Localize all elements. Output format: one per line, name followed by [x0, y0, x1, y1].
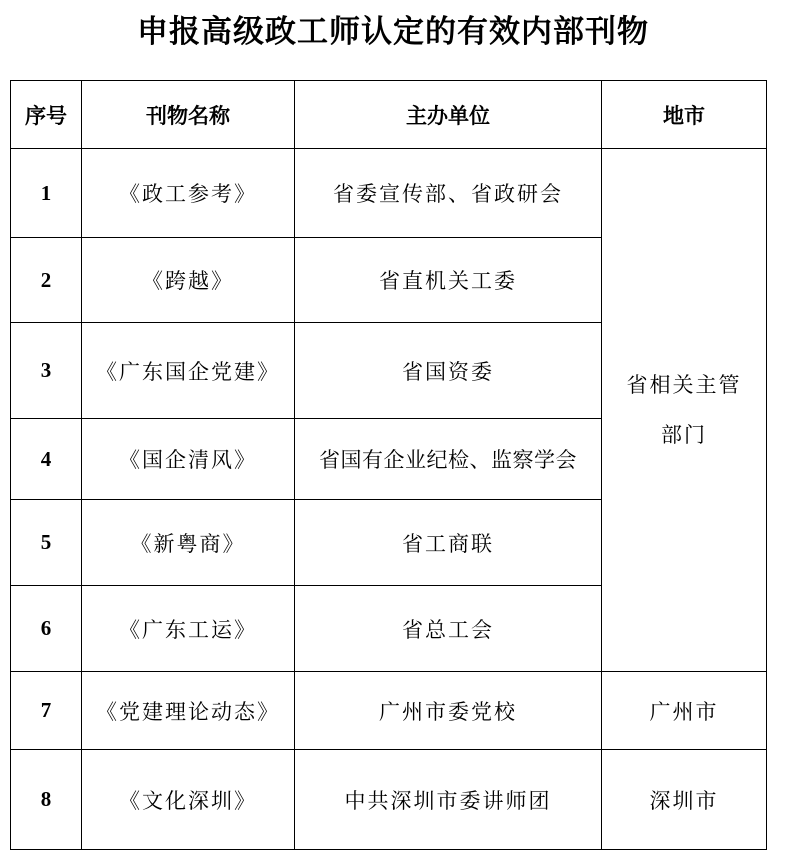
- page-title: 申报高级政工师认定的有效内部刊物: [137, 14, 649, 50]
- row-no: 3: [11, 323, 82, 419]
- city-shenzhen: 深圳市: [602, 750, 767, 850]
- city-guangzhou: 广州市: [602, 672, 767, 750]
- header-city: 地市: [602, 81, 767, 149]
- sponsor-name: 省总工会: [295, 586, 602, 672]
- sponsor-name: 广州市委党校: [295, 672, 602, 750]
- table-row: [11, 149, 767, 238]
- city-provincial-label: 省相关主管部门: [626, 373, 742, 447]
- table-row: [11, 672, 767, 750]
- journal-name: 《新粤商》: [82, 500, 295, 586]
- row-no: 2: [11, 238, 82, 323]
- row-no: 1: [11, 149, 82, 238]
- journal-name: 《广东工运》: [82, 586, 295, 672]
- journal-name: 《文化深圳》: [82, 750, 295, 850]
- journal-name: 《国企清风》: [82, 419, 295, 500]
- sponsor-name: 省国资委: [295, 323, 602, 419]
- journal-name: 《广东国企党建》: [82, 323, 295, 419]
- sponsor-name: 省委宣传部、省政研会: [295, 149, 602, 238]
- table-header-row: [11, 81, 767, 149]
- sponsor-name: 省工商联: [295, 500, 602, 586]
- row-no: 5: [11, 500, 82, 586]
- journal-table: [10, 80, 767, 850]
- journal-name: 《跨越》: [82, 238, 295, 323]
- row-no: 8: [11, 750, 82, 850]
- city-provincial: [602, 149, 767, 672]
- sponsor-name: 省国有企业纪检、监察学会: [295, 419, 602, 500]
- row-no: 4: [11, 419, 82, 500]
- header-sponsor: 主办单位: [295, 81, 602, 149]
- journal-name: 《党建理论动态》: [82, 672, 295, 750]
- header-no: 序号: [11, 81, 82, 149]
- sponsor-name: 中共深圳市委讲师团: [295, 750, 602, 850]
- journal-name: 《政工参考》: [82, 149, 295, 238]
- sponsor-name: 省直机关工委: [295, 238, 602, 323]
- row-no: 7: [11, 672, 82, 750]
- header-name: 刊物名称: [82, 81, 295, 149]
- table-row: [11, 750, 767, 850]
- row-no: 6: [11, 586, 82, 672]
